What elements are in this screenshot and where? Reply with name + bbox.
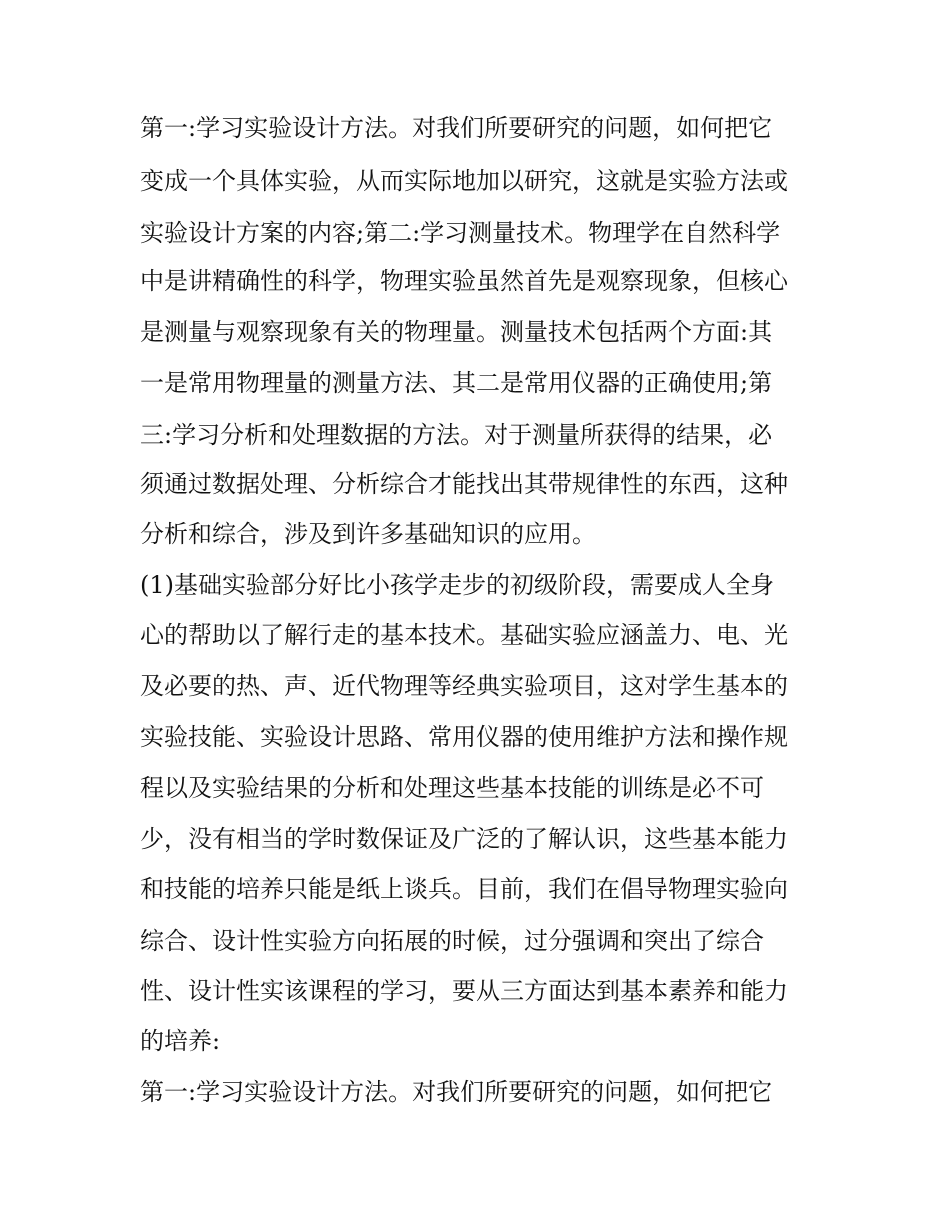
text-line: 分析和综合，涉及到许多基础知识的应用。 <box>140 520 596 548</box>
text-line: 及必要的热、声、近代物理等经典实验项目，这对学生基本的 <box>140 672 788 700</box>
text-line: 三:学习分析和处理数据的方法。对于测量所获得的结果，必 <box>140 421 773 449</box>
text-line: 少，没有相当的学时数保证及广泛的了解认识，这些基本能力 <box>140 825 788 853</box>
text-line: 变成一个具体实验，从而实际地加以研究，这就是实验方法或 <box>140 167 788 195</box>
paragraph-start-line: (1)基础实验部分好比小孩学走步的初级阶段，需要成人全身 <box>140 571 774 599</box>
text-line: 心的帮助以了解行走的基本技术。基础实验应涵盖力、电、光 <box>140 621 788 649</box>
text-line: 性、设计性实该课程的学习，要从三方面达到基本素养和能力 <box>140 977 788 1005</box>
text-line: 实验技能、实验设计思路、常用仪器的使用维护方法和操作规 <box>140 723 788 751</box>
text-line: 须通过数据处理、分析综合才能找出其带规律性的东西，这种 <box>140 470 788 498</box>
text-line: 实验设计方案的内容;第二:学习测量技术。物理学在自然科学 <box>140 219 781 247</box>
text-line: 综合、设计性实验方向拓展的时候，过分强调和突出了综合 <box>140 927 764 955</box>
text-line: 是测量与观察现象有关的物理量。测量技术包括两个方面:其 <box>140 318 773 346</box>
text-line: 和技能的培养只能是纸上谈兵。目前，我们在倡导物理实验向 <box>140 875 788 903</box>
text-line: 第一:学习实验设计方法。对我们所要研究的问题，如何把它 <box>140 114 773 142</box>
paragraph-start-line: 第一:学习实验设计方法。对我们所要研究的问题，如何把它 <box>140 1078 773 1106</box>
text-line: 的培养: <box>140 1027 221 1055</box>
text-line: 程以及实验结果的分析和处理这些基本技能的训练是必不可 <box>140 774 764 802</box>
text-line: 中是讲精确性的科学，物理实验虽然首先是观察现象，但核心 <box>140 267 788 295</box>
text-line: 一是常用物理量的测量方法、其二是常用仪器的正确使用;第 <box>140 369 773 397</box>
